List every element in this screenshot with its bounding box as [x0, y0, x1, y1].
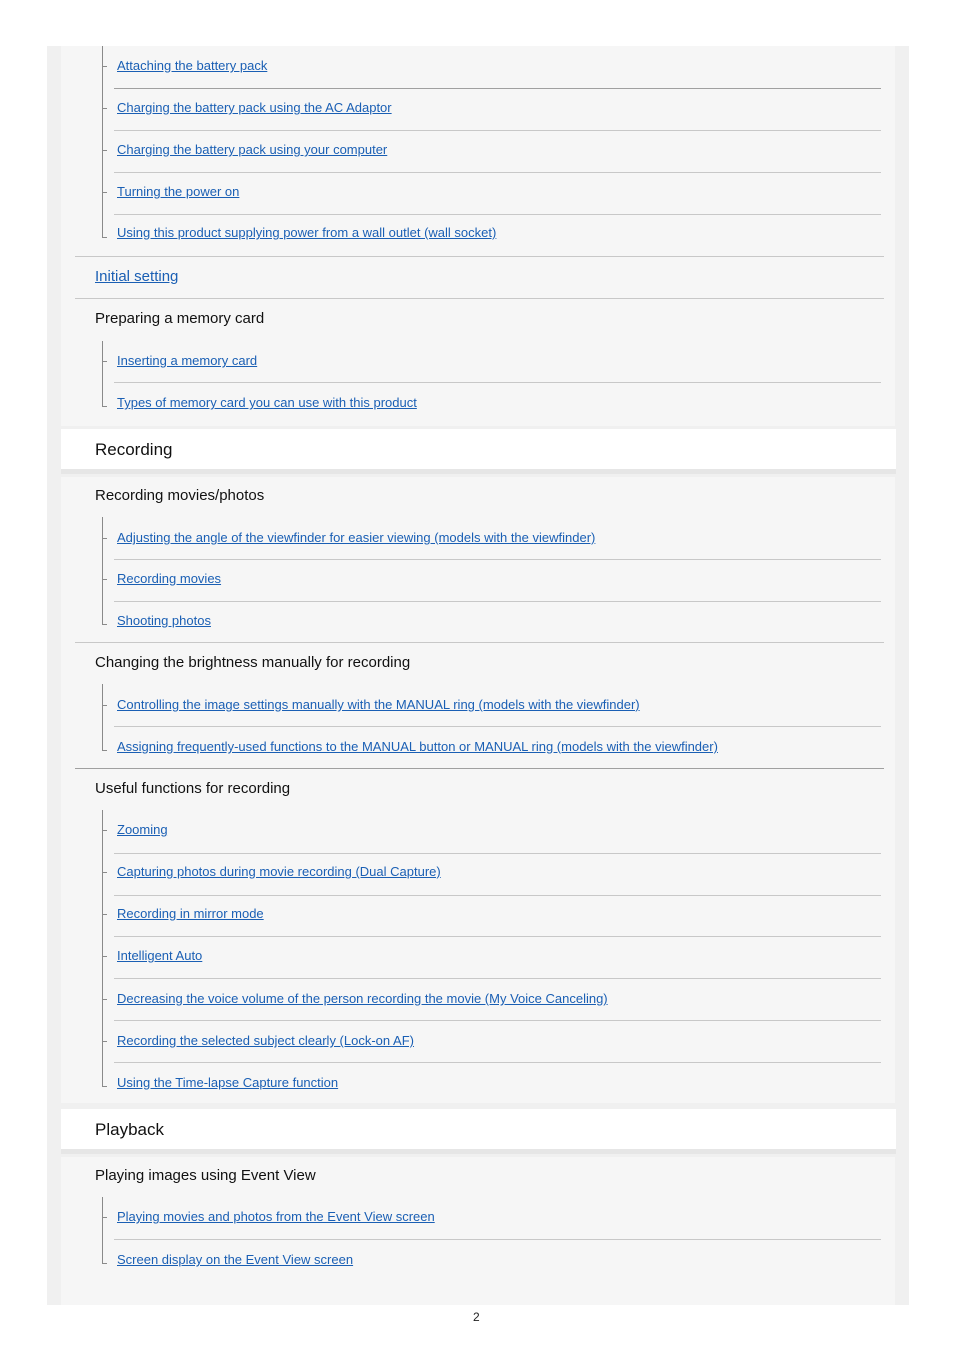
link-recording-movies[interactable]: Recording movies	[117, 571, 222, 586]
link-initial-setting[interactable]: Initial setting	[95, 268, 179, 285]
category-divider	[61, 469, 896, 474]
tree-tick	[102, 914, 107, 915]
link-playing-event-view[interactable]: Playing movies and photos from the Event View screen	[117, 1209, 435, 1224]
category-header-playback	[61, 1109, 896, 1149]
link-charging-ac[interactable]: Charging the battery pack using the AC Adaptor	[117, 100, 392, 115]
tree-tick	[102, 66, 107, 67]
tree-tick	[102, 406, 107, 407]
tree-tick	[102, 1041, 107, 1042]
link-adjusting-viewfinder[interactable]: Adjusting the angle of the viewfinder for easier viewing (models with the viewfinder)	[117, 530, 596, 545]
tree-tick	[102, 956, 107, 957]
separator	[114, 559, 881, 560]
tree-tick	[102, 624, 107, 625]
link-charging-computer[interactable]: Charging the battery pack using your computer	[117, 142, 388, 157]
tree-tick	[102, 192, 107, 193]
separator	[114, 895, 881, 896]
link-dual-capture[interactable]: Capturing photos during movie recording (Dual Capture)	[117, 864, 441, 879]
tree-tick	[102, 830, 107, 831]
link-screen-display-event-view[interactable]: Screen display on the Event View screen	[117, 1252, 354, 1267]
separator	[75, 298, 884, 299]
tree-tick	[102, 150, 107, 151]
tree-tick	[102, 750, 107, 751]
link-wall-outlet[interactable]: Using this product supplying power from a wall outlet (wall socket)	[117, 225, 497, 240]
tree-tick	[102, 705, 107, 706]
tree-tick	[102, 1217, 107, 1218]
tree-line	[102, 810, 103, 1087]
page-number: 2	[473, 1310, 480, 1324]
tree-line	[102, 46, 103, 238]
link-mirror-mode[interactable]: Recording in mirror mode	[117, 906, 264, 921]
separator	[114, 726, 881, 727]
tree-tick	[102, 1086, 107, 1087]
tree-tick	[102, 872, 107, 873]
category-title-recording: Recording	[95, 440, 173, 459]
link-time-lapse[interactable]: Using the Time-lapse Capture function	[117, 1075, 339, 1090]
link-inserting-card[interactable]: Inserting a memory card	[117, 353, 258, 368]
tree-line	[102, 517, 103, 625]
heading-recording-movies-photos: Recording movies/photos	[95, 487, 265, 504]
tree-tick	[102, 538, 107, 539]
separator	[114, 172, 881, 173]
tree-tick	[102, 579, 107, 580]
separator	[114, 936, 881, 937]
link-shooting-photos[interactable]: Shooting photos	[117, 613, 211, 628]
separator	[114, 1062, 881, 1063]
tree-tick	[102, 1263, 107, 1264]
separator	[75, 256, 884, 257]
separator	[114, 1239, 881, 1240]
link-lock-on-af[interactable]: Recording the selected subject clearly (Lock-on AF)	[117, 1033, 414, 1048]
link-zooming[interactable]: Zooming	[117, 822, 168, 837]
separator	[75, 768, 884, 769]
tree-tick	[102, 108, 107, 109]
tree-line	[102, 1197, 103, 1264]
category-header-recording	[61, 429, 896, 469]
separator	[114, 130, 881, 131]
link-controlling-image[interactable]: Controlling the image settings manually with the MANUAL ring (models with the viewfinder)	[117, 697, 640, 712]
link-types-of-card[interactable]: Types of memory card you can use with this product	[117, 395, 417, 410]
link-my-voice-canceling[interactable]: Decreasing the voice volume of the person recording the movie (My Voice Canceling)	[117, 991, 608, 1006]
heading-preparing-card: Preparing a memory card	[95, 310, 265, 327]
tree-line	[102, 684, 103, 751]
tree-tick	[102, 361, 107, 362]
separator	[114, 1020, 881, 1021]
separator	[114, 382, 881, 383]
tree-line	[102, 341, 103, 407]
category-divider	[61, 1149, 896, 1154]
heading-playing-event-view: Playing images using Event View	[95, 1167, 316, 1184]
tree-tick	[102, 999, 107, 1000]
heading-brightness-manual: Changing the brightness manually for recording	[95, 654, 411, 671]
heading-useful-functions: Useful functions for recording	[95, 780, 291, 797]
link-turning-power-on[interactable]: Turning the power on	[117, 184, 240, 199]
separator	[114, 978, 881, 979]
link-attaching-battery[interactable]: Attaching the battery pack	[117, 58, 268, 73]
separator	[75, 642, 884, 643]
category-title-playback: Playback	[95, 1120, 164, 1139]
separator	[114, 601, 881, 602]
separator	[114, 88, 881, 89]
link-intelligent-auto[interactable]: Intelligent Auto	[117, 948, 203, 963]
tree-tick	[102, 237, 107, 238]
separator	[114, 214, 881, 215]
separator	[114, 853, 881, 854]
link-assigning-functions[interactable]: Assigning frequently-used functions to the MANUAL button or MANUAL ring (models with the viewfinder)	[117, 739, 718, 754]
